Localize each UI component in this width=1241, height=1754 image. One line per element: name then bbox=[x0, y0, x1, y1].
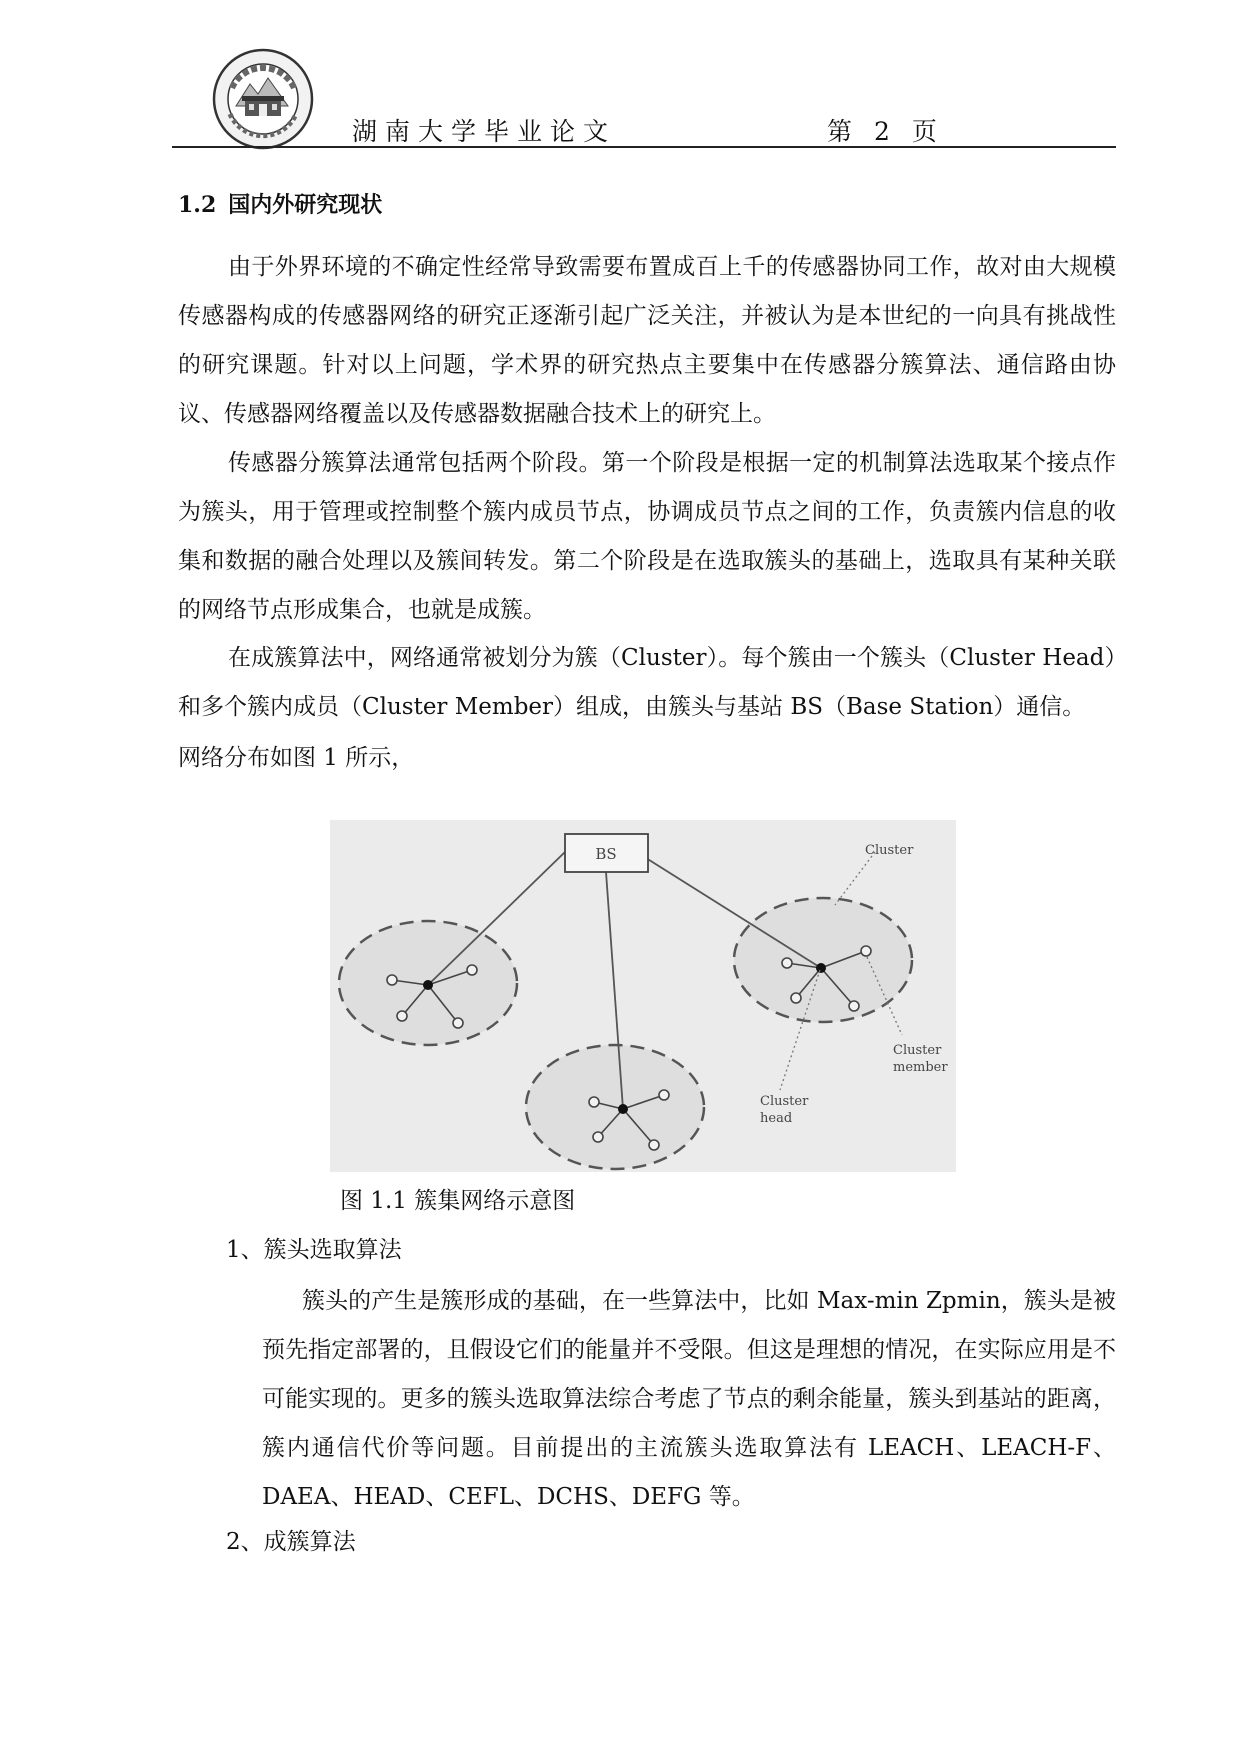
cluster-head-label-2: head bbox=[760, 1111, 793, 1126]
cluster-right-head bbox=[816, 963, 826, 973]
page-prefix: 第 bbox=[827, 117, 853, 146]
list-item-2-title: 2、成簇算法 bbox=[226, 1529, 356, 1555]
paragraph-1: 由于外界环境的不确定性经常导致需要布置成百上千的传感器协同工作，故对由大规模传感器构成的传感器网络的研究正逐渐引起广泛关注，并被认为是本世纪的一向具有挑战性的研究课题。针对以上问题，学术界的研究热点主要集中在传感器分簇算法、通信路由协议、传感器网络覆盖以及传感器数据融合技术上的研究上。 bbox=[178, 254, 1116, 427]
page-suffix: 页 bbox=[911, 117, 937, 146]
paragraph-4: 网络分布如图 1 所示， bbox=[178, 745, 415, 771]
list-item-1-title: 1、簇头选取算法 bbox=[226, 1237, 402, 1263]
cluster-head-label-1: Cluster bbox=[760, 1094, 809, 1109]
paragraph-3: 在成簇算法中，网络通常被划分为簇（Cluster）。每个簇由一个簇头（Cluster Head）和多个簇内成员（Cluster Member）组成，由簇头与基站 BS（Base Station）通信。 bbox=[178, 645, 1116, 720]
header-page-number bbox=[827, 112, 937, 148]
header-title: 湖南大学毕业论文 bbox=[352, 117, 617, 146]
cluster-right bbox=[734, 898, 912, 1022]
section-title: 国内外研究现状 bbox=[228, 192, 383, 218]
section-heading bbox=[178, 188, 382, 219]
cluster-network-diagram bbox=[330, 820, 956, 1172]
cluster-bottom-head bbox=[618, 1104, 628, 1114]
cluster-left-head bbox=[423, 980, 433, 990]
cluster-label: Cluster bbox=[865, 843, 914, 858]
university-seal-icon bbox=[212, 48, 314, 150]
header-rule bbox=[172, 146, 1116, 148]
bs-label: BS bbox=[595, 845, 617, 863]
cluster-member-label-1: Cluster bbox=[893, 1043, 942, 1058]
cluster-member-label-2: member bbox=[893, 1060, 948, 1075]
figure-caption: 图 1.1 簇集网络示意图 bbox=[340, 1188, 576, 1214]
page-header bbox=[172, 40, 1116, 148]
paragraph-2: 传感器分簇算法通常包括两个阶段。第一个阶段是根据一定的机制算法选取某个接点作为簇头，用于管理或控制整个簇内成员节点，协调成员节点之间的工作，负责簇内信息的收集和数据的融合处理以及簇间转发。第二个阶段是在选取簇头的基础上，选取具有某种关联的网络节点形成集合，也就是成簇。 bbox=[178, 450, 1116, 623]
list-item-1-body: 簇头的产生是簇形成的基础，在一些算法中，比如 Max-min Zpmin，簇头是被预先指定部署的，且假设它们的能量并不受限。但这是理想的情况，在实际应用是不可能实现的。更多的簇头选取算法综合考虑了节点的剩余能量，簇头到基站的距离，簇内通信代价等问题。目前提出的主流簇头选取算法有 LEACH、LEACH-F、DAEA、HEAD、CEFL、DCHS、DEFG 等。 bbox=[262, 1288, 1116, 1510]
cluster-network-figure bbox=[330, 820, 956, 1172]
page-number: 2 bbox=[874, 117, 890, 146]
section-number: 1.2 bbox=[178, 192, 217, 218]
